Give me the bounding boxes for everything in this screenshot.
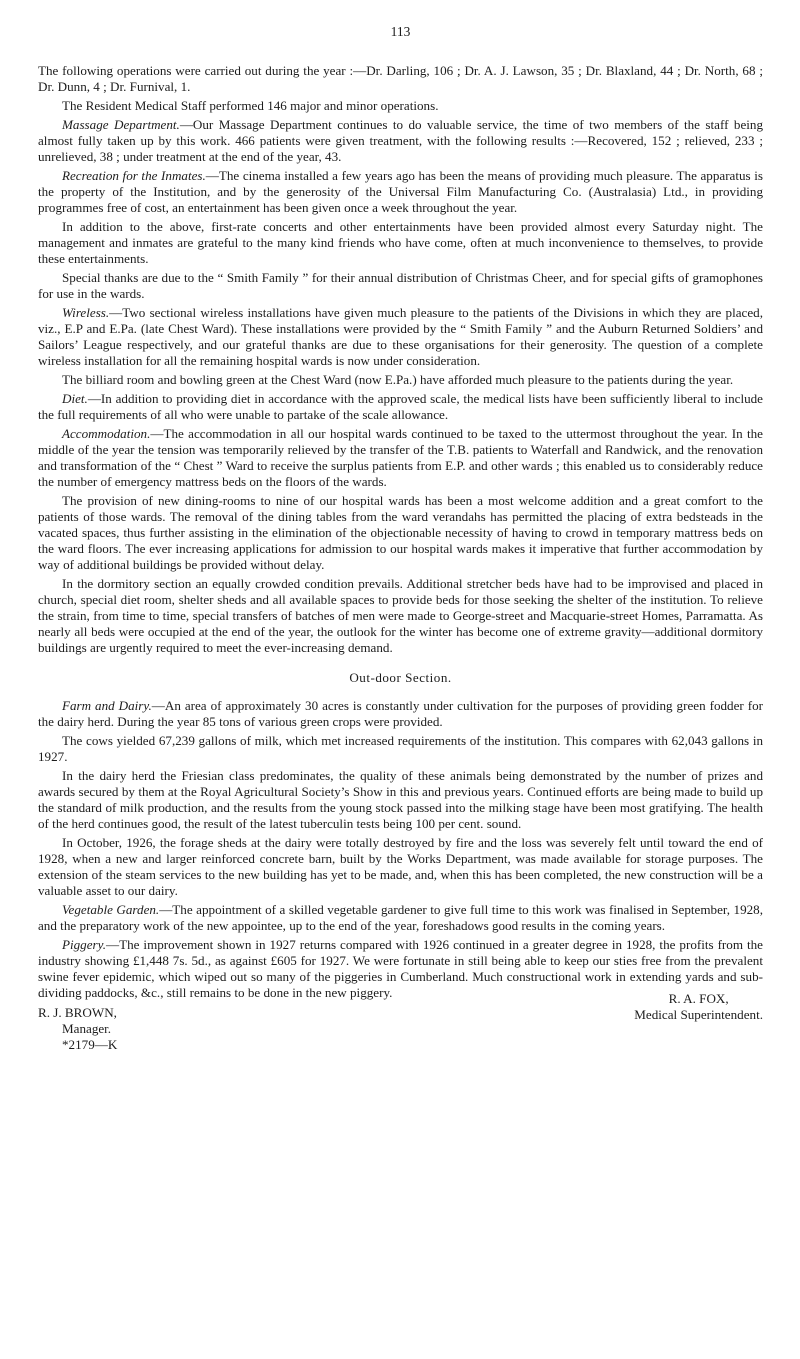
superintendent-name: R. A. FOX,: [668, 991, 729, 1006]
manager-title: Manager.: [62, 1021, 112, 1036]
heading-vegetable: Vegetable Garden.: [62, 902, 160, 917]
page-number: 113: [390, 24, 411, 39]
paragraph-accommodation-3: In the dormitory section an equally crowded condition prevails. Additional stretcher beds have had to be improvised and placed in church, special diet room, shelter sheds and all available spaces to provide beds for those seeking the shelter of the institution. To relieve the strain, from time to time, special transfers of batches of men were made to George-street and Macquarie-street Homes, Parramatta. As nearly all beds were occupied at the end of the year, the outlook for the winter has become one of extreme gravity—additional dormitory buildings are urgently required to meet the ever-increasing demand.: [38, 576, 763, 655]
paragraph-wireless-2: The billiard room and bowling green at the Chest Ward (now E.Pa.) have afforded much pleasure to the patients during the year.: [62, 372, 734, 387]
heading-farm: Farm and Dairy.: [62, 698, 152, 713]
heading-diet: Diet.: [62, 391, 88, 406]
paragraph-vegetable: Vegetable Garden.—The appointment of a skilled vegetable gardener to give full time to this work was finalised in September, 1928, and the preparatory work of the new appointee, up to the end of the year, foreshadows good results in the coming years.: [38, 902, 763, 933]
paragraph-wireless: Wireless.—Two sectional wireless installations have given much pleasure to the patients of the Divisions in which they are placed, viz., E.P and E.Pa. (late Chest Ward). These installations were provided by the “ Smith Family ” and the Auburn Returned Soldiers’ and Sailors’ League respectively, and our grateful thanks are due to these organisations for their generosity. The question of a complete wireless installation for all the remaining hospital wards is now under consideration.: [38, 305, 763, 368]
paragraph-farm-3: In the dairy herd the Friesian class predominates, the quality of these animals being demonstrated by the number of prizes and awards secured by them at the Royal Agricultural Society’s Show in this and previous years. Continued efforts are being made to build up the standard of milk production, and the results from the young stock passed into the milking stage have been most gratifying. The health of the herd continues good, the result of the latest tuberculin tests being 100 per cent. sound.: [38, 768, 763, 831]
paragraph-accommodation: Accommodation.—The accommodation in all our hospital wards continued to be taxed to the uttermost throughout the year. In the middle of the year the tension was temporarily relieved by the transfer of the T.B. patients to Waterfall and Randwick, and the renovation and transformation of the “ Chest ” Ward to receive the surplus patients from E.P. and other wards ; this enabled us to considerably reduce the number of emergency mattress beds on the floors of the wards.: [38, 426, 763, 489]
heading-piggery: Piggery.: [62, 937, 106, 952]
paragraph-recreation: Recreation for the Inmates.—The cinema installed a few years ago has been the means of providing much pleasure. The apparatus is the property of the Institution, and by the generosity of the Universal Film Manufacturing Co. (Australasia) Ltd., in providing programmes free of cost, an entertainment has been given once a week throughout the year.: [38, 168, 763, 215]
signature-block: [38, 989, 763, 1059]
heading-accommodation: Accommodation.: [62, 426, 151, 441]
paragraph-recreation-3: Special thanks are due to the “ Smith Family ” for their annual distribution of Christmas Cheer, and for special gifts of gramophones for use in the wards.: [38, 270, 763, 301]
paragraph-diet: Diet.—In addition to providing diet in accordance with the approved scale, the medical lists have been sufficiently liberal to include the full requirements of all who were unable to partake of the scale allowance.: [38, 391, 763, 422]
paragraph-farm-2: The cows yielded 67,239 gallons of milk, which met increased requirements of the institution. This compares with 62,043 gallons in 1927.: [38, 733, 763, 764]
paragraph-farm: Farm and Dairy.—An area of approximately 30 acres is constantly under cultivation for the purposes of providing green fodder for the dairy herd. During the year 85 tons of various green crops were provided.: [38, 698, 763, 729]
superintendent-title: Medical Superintendent.: [634, 1007, 763, 1022]
document-page: [38, 24, 763, 1059]
paragraph-resident-staff: The Resident Medical Staff performed 146 major and minor operations.: [62, 98, 439, 113]
section-heading-outdoor: Out-door Section.: [349, 670, 452, 685]
heading-recreation: Recreation for the Inmates.: [62, 168, 206, 183]
heading-wireless: Wireless.: [62, 305, 110, 320]
paragraph-operations: The following operations were carried out during the year :—Dr. Darling, 106 ; Dr. A. J. Lawson, 35 ; Dr. Blaxland, 44 ; Dr. North, 68 ; Dr. Dunn, 4 ; Dr. Furnival, 1.: [38, 63, 763, 94]
manager-name: R. J. BROWN,: [38, 1005, 117, 1020]
heading-massage: Massage Department.: [62, 117, 180, 132]
paragraph-farm-4: In October, 1926, the forage sheds at the dairy were totally destroyed by fire and the loss was severely felt until toward the end of 1928, when a new and larger reinforced concrete barn, built by the Works Department, was made available for storage purposes. The extension of the steam services to the new building has yet to be made, and, when this has been completed, the new construction will be a valuable asset to our dairy.: [38, 835, 763, 898]
print-code: *2179—K: [62, 1037, 118, 1052]
paragraph-piggery: Piggery.—The improvement shown in 1927 returns compared with 1926 continued in a greater degree in 1928, the profits from the industry showing £1,448 7s. 5d., as against £605 for 1927. We were fortunate in still being able to keep our sties free from the prevalent swine fever epidemic, which wiped out so many of the piggeries in Cumberland. Much constructional work in extending yards and sub-dividing paddocks, &c., still remains to be done in the new piggery.: [38, 937, 763, 1000]
paragraph-accommodation-2: The provision of new dining-rooms to nine of our hospital wards has been a most welcome addition and a great comfort to the patients of those wards. The removal of the dining tables from the ward verandahs has permitted the placing of extra bedsteads in the vacated spaces, thus further assisting in the elimination of the objectionable necessity of having to crowd in temporary mattress beds on the ward floors. The ever increasing applications for admission to our hospital wards makes it imperative that further accommodation by way of additional buildings be provided without delay.: [38, 493, 763, 572]
signature-superintendent: [634, 989, 763, 1023]
paragraph-massage: Massage Department.—Our Massage Department continues to do valuable service, the time of two members of the staff being almost fully taken up by this work. 466 patients were given treatment, with the following results :—Recovered, 152 ; relieved, 233 ; unrelieved, 38 ; under treatment at the end of the year, 43.: [38, 117, 763, 164]
paragraph-recreation-2: In addition to the above, first-rate concerts and other entertainments have been provided almost every Saturday night. The management and inmates are grateful to the many kind friends who have come, often at much inconvenience to themselves, to provide these entertainments.: [38, 219, 763, 266]
signature-manager: [38, 1005, 117, 1053]
